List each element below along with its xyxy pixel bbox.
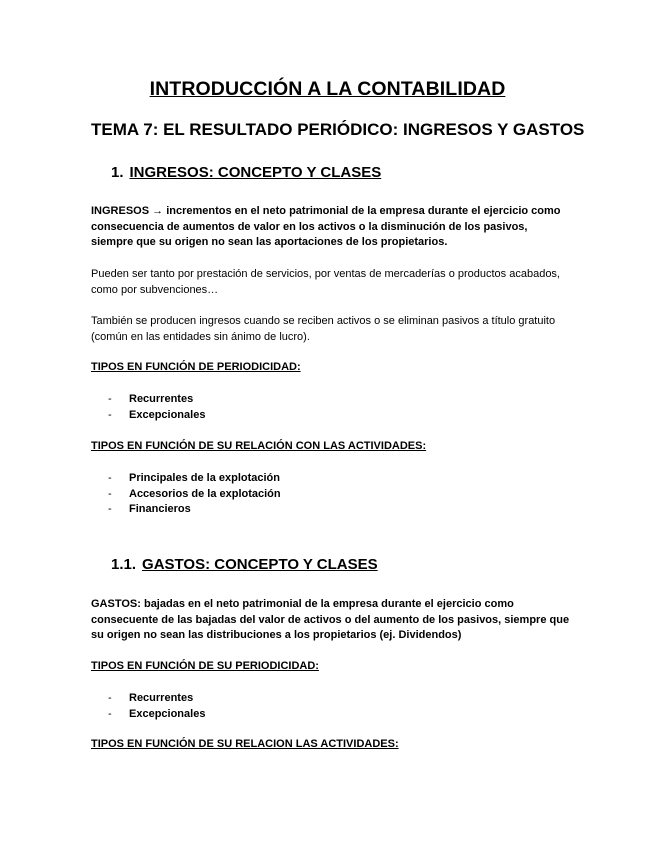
list-gastos-periodicidad [108,691,205,722]
ingresos-definition [91,204,571,251]
subheading-gastos-actividades: TIPOS EN FUNCIÓN DE SU RELACION LAS ACTIVIDADES: [91,738,399,750]
document-title: INTRODUCCIÓN A LA CONTABILIDAD [149,78,506,100]
list-item: - Recurrentes [108,392,205,408]
list-item: - Excepcionales [108,408,205,424]
definition-text: incrementos en el neto patrimonial de la empresa durante el ejercicio como consecuencia de aumentos de valor en los activos o la disminución de los pasivos, siempre que su origen no sean las aportaciones de los propietarios. [91,205,561,248]
subheading-periodicidad: TIPOS EN FUNCIÓN DE PERIODICIDAD: [91,361,301,373]
subheading-gastos-periodicidad: TIPOS EN FUNCIÓN DE SU PERIODICIDAD: [91,660,319,672]
list-item: - Recurrentes [108,691,205,707]
gastos-definition: GASTOS: bajadas en el neto patrimonial de la empresa durante el ejercicio como consecuente de las bajadas del valor de activos o del aumento de los pasivos, siempre que su origen no sean las distribuciones a los propietarios (ej. Dividendos) [91,598,570,641]
section-label: INGRESOS: CONCEPTO Y CLASES [129,164,382,181]
arrow-right-icon: → [152,205,164,217]
section-number: 1.1. [111,556,137,573]
definition-term: INGRESOS [91,205,150,217]
ingresos-paragraph-2: Pueden ser tanto por prestación de servicios, por ventas de mercaderías o productos acabados, como por subvenciones… [91,268,560,296]
tema-heading: TEMA 7: EL RESULTADO PERIÓDICO: INGRESOS Y GASTOS [91,120,585,139]
section-heading-gastos [111,556,378,573]
list-item: - Principales de la explotación [108,471,281,487]
list-item: - Financieros [108,502,281,518]
section-heading-ingresos [111,164,381,181]
list-actividades [108,471,281,518]
subheading-actividades: TIPOS EN FUNCIÓN DE SU RELACIÓN CON LAS ACTIVIDADES: [91,440,427,452]
section-label: GASTOS: CONCEPTO Y CLASES [142,556,378,573]
list-periodicidad [108,392,205,423]
section-number: 1. [111,164,124,181]
list-item: - Accesorios de la explotación [108,487,281,503]
list-item: - Excepcionales [108,707,205,723]
ingresos-paragraph-3: También se producen ingresos cuando se reciben activos o se eliminan pasivos a título gratuito (común en las entidades sin ánimo de lucro). [91,315,556,343]
